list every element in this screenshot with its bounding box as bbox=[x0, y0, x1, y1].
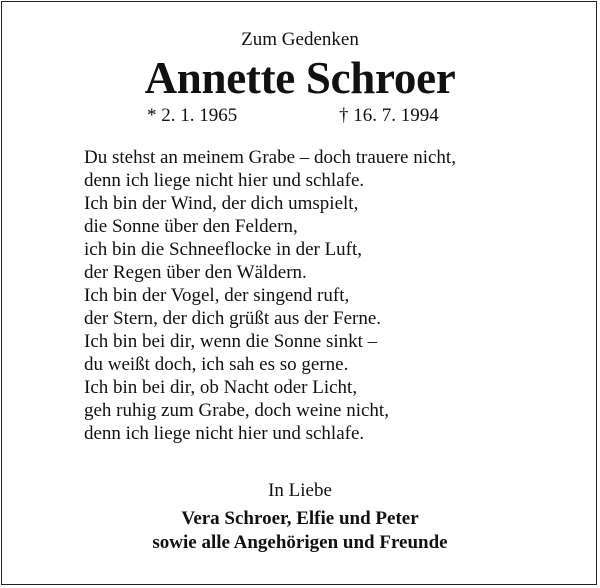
poem-line: geh ruhig zum Grabe, doch weine nicht, bbox=[84, 400, 389, 421]
poem-line: der Regen über den Wäldern. bbox=[84, 262, 307, 283]
poem-line: die Sonne über den Feldern, bbox=[84, 216, 298, 237]
birth-date: * 2. 1. 1965 bbox=[147, 105, 238, 126]
closing-phrase: In Liebe bbox=[268, 480, 332, 501]
poem-line: Ich bin der Vogel, der singend ruft, bbox=[84, 285, 350, 306]
notice-heading: Zum Gedenken bbox=[241, 29, 359, 50]
signature-relatives: sowie alle Angehörigen und Freunde bbox=[152, 532, 448, 553]
poem-line: Du stehst an meinem Grabe – doch trauere nicht, bbox=[84, 147, 456, 168]
poem-line: denn ich liege nicht hier und schlafe. bbox=[84, 170, 365, 191]
poem-line: der Stern, der dich grüßt aus der Ferne. bbox=[84, 308, 382, 329]
signature-names: Vera Schroer, Elfie und Peter bbox=[181, 508, 419, 529]
poem bbox=[84, 146, 456, 445]
death-date: † 16. 7. 1994 bbox=[339, 105, 439, 126]
poem-line: du weißt doch, ich sah es so gerne. bbox=[84, 354, 349, 375]
poem-line: denn ich liege nicht hier und schlafe. bbox=[84, 423, 365, 444]
poem-line: ich bin die Schneeflocke in der Luft, bbox=[84, 239, 363, 260]
deceased-name: Annette Schroer bbox=[144, 53, 456, 103]
poem-line: Ich bin bei dir, ob Nacht oder Licht, bbox=[84, 377, 358, 398]
poem-line: Ich bin der Wind, der dich umspielt, bbox=[84, 193, 359, 214]
poem-line: Ich bin bei dir, wenn die Sonne sinkt – bbox=[84, 331, 378, 352]
